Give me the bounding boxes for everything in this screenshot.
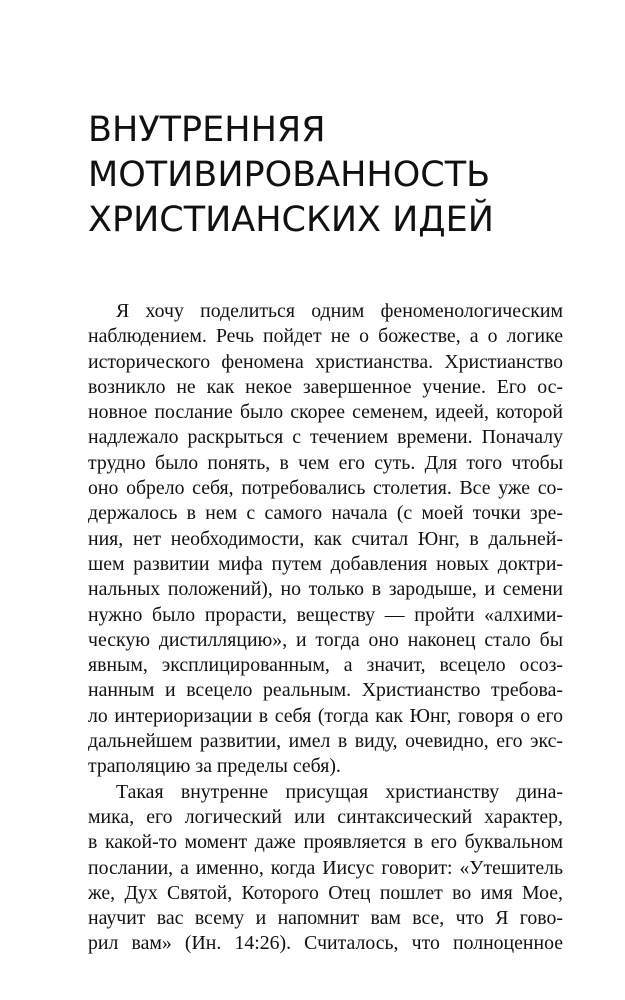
paragraph-2 [88, 780, 563, 957]
text-line: надлежало раскрыться с течением времени. Поначалу [88, 426, 563, 449]
body-text [88, 299, 563, 957]
text-line: возникло не как некое завершенное учение. Его ос- [88, 375, 563, 398]
text-line: явным, эксплицированным, а значит, всецело осоз- [88, 654, 563, 677]
text-line: Я хочу поделиться одним феноменологическим [116, 300, 563, 322]
text-line: ния, нет необходимости, как считал Юнг, в дальней- [88, 527, 563, 550]
text-line: нужно было прорасти, веществу — пройти «алхими- [88, 603, 563, 626]
text-line: ческую дистилляцию», и тогда оно наконец стало бы [88, 628, 563, 651]
text-line: мика, его логический или синтаксический характер, [88, 805, 563, 828]
text-line: рил вам» (Ин. 14:26). Считалось, что полноценное [88, 932, 563, 955]
text-line: дальнейшем развитии, имел в виду, очевидно, его экс- [88, 730, 563, 753]
text-line: наблюдением. Речь пойдет не о божестве, а о логике [88, 325, 563, 348]
text-line: исторического феномена христианства. Христианство [88, 350, 563, 373]
text-line: держалось в нем с самого начала (с моей точки зре- [88, 502, 563, 525]
text-line: оно обрело себя, потребовались столетия. Все уже со- [88, 477, 563, 500]
chapter-title-line: ХРИСТИАНСКИХ ИДЕЙ [88, 200, 494, 240]
paragraph-1 [88, 299, 563, 780]
chapter-title-line: ВНУТРЕННЯЯ [88, 110, 326, 150]
text-line: трудно было понять, в чем его суть. Для того чтобы [88, 451, 563, 474]
text-line: новное послание было скорее семенем, идеей, которой [88, 401, 563, 424]
text-line: ло интериоризации в себя (тогда как Юнг, говоря о его [88, 704, 563, 727]
text-line: нанным и всецело реальным. Христианство требова- [88, 679, 563, 702]
chapter-title [88, 108, 568, 243]
text-line: шем развитии мифа путем добавления новых доктри- [88, 552, 563, 575]
chapter-title-line: МОТИВИРОВАННОСТЬ [88, 155, 491, 195]
text-line: Такая внутренне присущая христианству дина- [116, 780, 563, 803]
text-line: траполяцию за пределы себя). [88, 755, 341, 778]
text-line: нальных положений), но только в зародыше, и семени [88, 578, 563, 601]
text-line: послании, а именно, когда Иисус говорит: «Утешитель [88, 856, 563, 879]
text-line: же, Дух Святой, Которого Отец пошлет во имя Мое, [88, 881, 563, 904]
text-line: в какой-то момент даже проявляется в его буквальном [88, 831, 563, 854]
text-line: научит вас всему и напомнит вам все, что Я гово- [88, 907, 563, 930]
